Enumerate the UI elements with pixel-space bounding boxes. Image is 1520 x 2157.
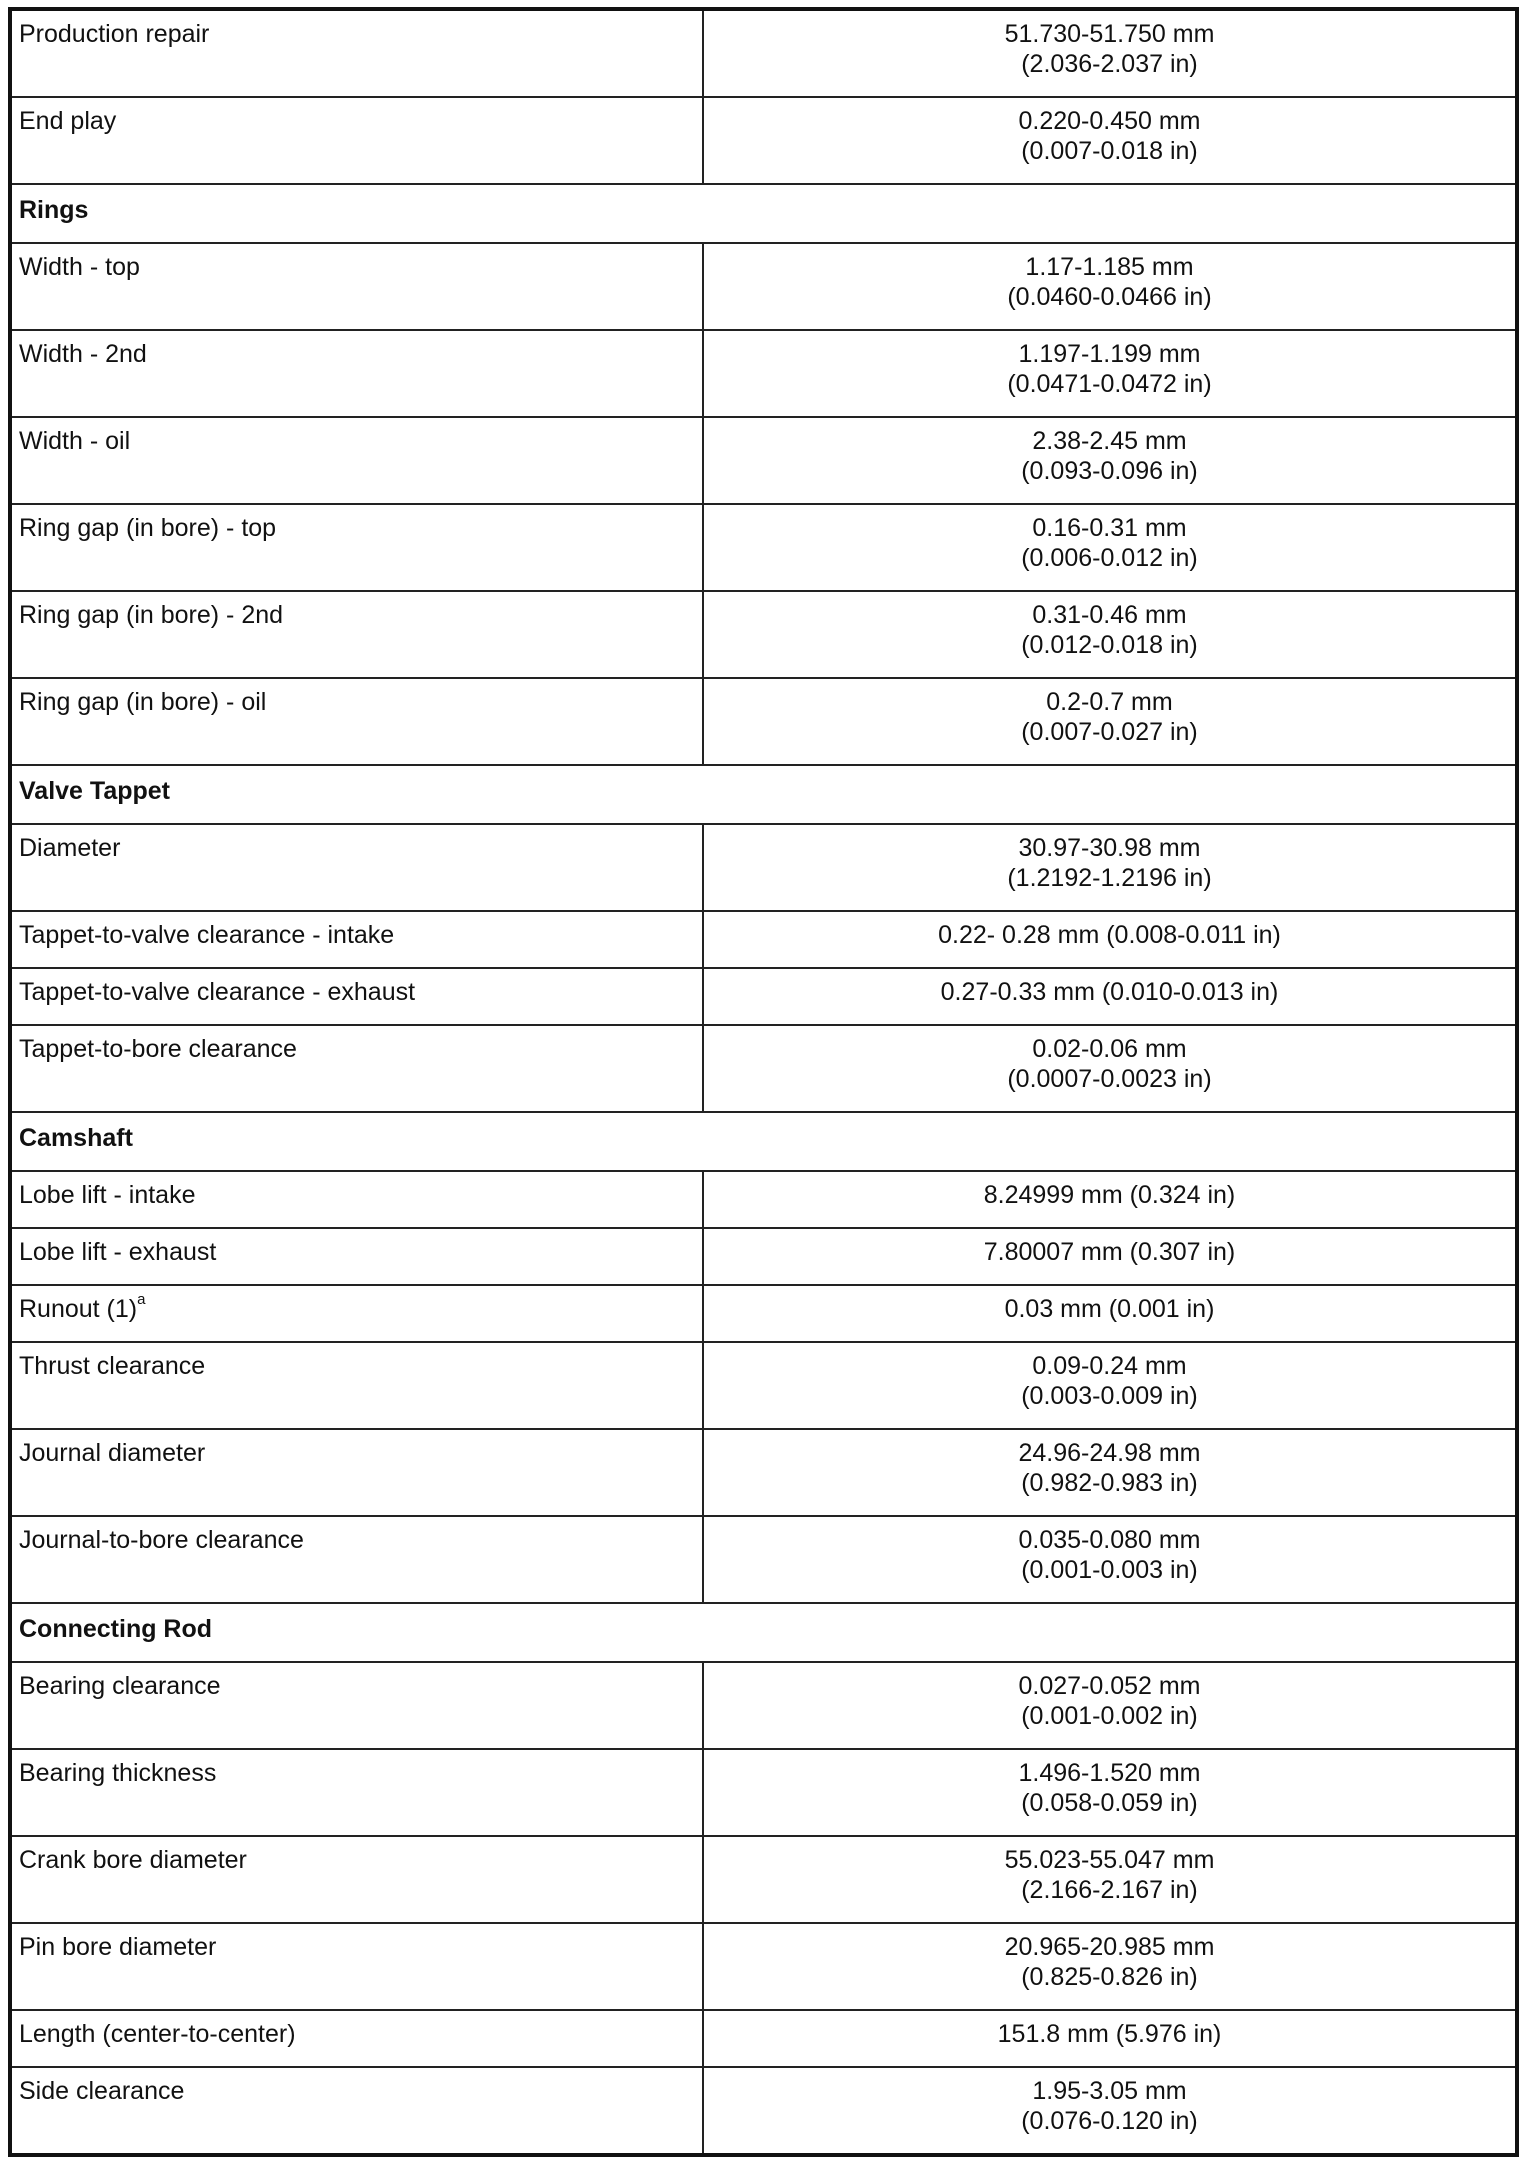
spec-value-cell xyxy=(703,97,1517,184)
spec-row xyxy=(10,1516,1517,1603)
spec-value-imperial: (0.006-0.012 in) xyxy=(1021,544,1198,572)
engine-spec-table xyxy=(8,7,1519,2157)
spec-row xyxy=(10,2010,1517,2067)
spec-row xyxy=(10,1025,1517,1112)
spec-row xyxy=(10,1923,1517,2010)
spec-value-cell xyxy=(703,1516,1517,1603)
spec-row xyxy=(10,1836,1517,1923)
spec-value-imperial: (2.036-2.037 in) xyxy=(1021,50,1198,78)
spec-label: Tappet-to-bore clearance xyxy=(19,1035,297,1063)
spec-value-cell xyxy=(703,678,1517,765)
spec-row xyxy=(10,911,1517,968)
spec-row xyxy=(10,968,1517,1025)
spec-value-cell xyxy=(703,2010,1517,2067)
spec-value-metric: 1.17-1.185 mm xyxy=(1025,253,1194,281)
spec-label: Thrust clearance xyxy=(19,1352,206,1380)
spec-value-imperial: (0.0471-0.0472 in) xyxy=(1007,370,1212,398)
spec-value-imperial: (0.0007-0.0023 in) xyxy=(1007,1065,1212,1093)
spec-label-cell xyxy=(10,1923,703,2010)
spec-value-cell xyxy=(703,1429,1517,1516)
spec-label-cell xyxy=(10,2010,703,2067)
spec-value-cell xyxy=(703,2067,1517,2155)
spec-label: Width - 2nd xyxy=(19,340,147,368)
spec-row xyxy=(10,1749,1517,1836)
spec-table-body xyxy=(10,9,1517,2155)
spec-label: Bearing clearance xyxy=(19,1672,221,1700)
spec-value-cell xyxy=(703,1025,1517,1112)
spec-label: Lobe lift - exhaust xyxy=(19,1238,217,1266)
section-header-row xyxy=(10,184,1517,243)
spec-value: 7.80007 mm (0.307 in) xyxy=(983,1238,1236,1266)
section-title: Rings xyxy=(10,184,1517,243)
spec-label: Journal-to-bore clearance xyxy=(19,1526,304,1554)
spec-label: End play xyxy=(19,107,117,135)
spec-row xyxy=(10,97,1517,184)
section-header-row xyxy=(10,1603,1517,1662)
spec-label-cell xyxy=(10,9,703,97)
spec-value-metric: 55.023-55.047 mm xyxy=(1004,1846,1215,1874)
section-header-row xyxy=(10,1112,1517,1171)
spec-value: 0.03 mm (0.001 in) xyxy=(1004,1295,1215,1323)
spec-row xyxy=(10,1429,1517,1516)
spec-value-cell xyxy=(703,968,1517,1025)
spec-label: Runout (1) xyxy=(19,1295,138,1323)
spec-row xyxy=(10,243,1517,330)
spec-row xyxy=(10,330,1517,417)
spec-value-imperial: (0.007-0.027 in) xyxy=(1021,718,1198,746)
spec-label: Width - oil xyxy=(19,427,131,455)
spec-label-cell xyxy=(10,678,703,765)
spec-label-cell xyxy=(10,1836,703,1923)
footnote-marker: a xyxy=(137,1290,146,1308)
spec-value-cell xyxy=(703,1662,1517,1749)
spec-value: 0.27-0.33 mm (0.010-0.013 in) xyxy=(940,978,1279,1006)
spec-label-cell xyxy=(10,1662,703,1749)
spec-value-imperial: (0.076-0.120 in) xyxy=(1021,2107,1198,2135)
spec-label-cell xyxy=(10,1342,703,1429)
spec-label: Ring gap (in bore) - oil xyxy=(19,688,267,716)
spec-value-cell xyxy=(703,591,1517,678)
spec-label-cell xyxy=(10,97,703,184)
spec-label-cell xyxy=(10,2067,703,2155)
spec-value-metric: 20.965-20.985 mm xyxy=(1004,1933,1215,1961)
spec-label-cell xyxy=(10,1285,703,1342)
spec-value-metric: 0.31-0.46 mm xyxy=(1032,601,1187,629)
spec-label-cell xyxy=(10,1749,703,1836)
spec-value-cell xyxy=(703,1923,1517,2010)
section-title: Camshaft xyxy=(10,1112,1517,1171)
spec-row xyxy=(10,504,1517,591)
spec-value-cell xyxy=(703,1285,1517,1342)
spec-label: Lobe lift - intake xyxy=(19,1181,196,1209)
spec-row xyxy=(10,9,1517,97)
spec-value-imperial: (0.0460-0.0466 in) xyxy=(1007,283,1212,311)
spec-value-cell xyxy=(703,243,1517,330)
spec-value: 8.24999 mm (0.324 in) xyxy=(983,1181,1236,1209)
spec-value-cell xyxy=(703,911,1517,968)
spec-label-cell xyxy=(10,243,703,330)
spec-value-imperial: (0.825-0.826 in) xyxy=(1021,1963,1198,1991)
spec-value-metric: 0.02-0.06 mm xyxy=(1032,1035,1187,1063)
spec-value-cell xyxy=(703,1171,1517,1228)
spec-label: Bearing thickness xyxy=(19,1759,217,1787)
spec-value: 0.22- 0.28 mm (0.008-0.011 in) xyxy=(938,921,1281,949)
spec-label-cell xyxy=(10,330,703,417)
spec-label: Crank bore diameter xyxy=(19,1846,247,1874)
spec-row xyxy=(10,1662,1517,1749)
spec-value-imperial: (0.001-0.003 in) xyxy=(1021,1556,1198,1584)
spec-label: Tappet-to-valve clearance - exhaust xyxy=(19,978,416,1006)
spec-value-metric: 0.027-0.052 mm xyxy=(1018,1672,1201,1700)
spec-value-imperial: (0.058-0.059 in) xyxy=(1021,1789,1198,1817)
spec-value-cell xyxy=(703,1836,1517,1923)
spec-label-cell xyxy=(10,504,703,591)
spec-value-metric: 2.38-2.45 mm xyxy=(1032,427,1187,455)
spec-label: Ring gap (in bore) - 2nd xyxy=(19,601,284,629)
spec-label: Pin bore diameter xyxy=(19,1933,217,1961)
spec-value-metric: 1.197-1.199 mm xyxy=(1018,340,1201,368)
spec-row xyxy=(10,1342,1517,1429)
section-title: Valve Tappet xyxy=(10,765,1517,824)
spec-label-cell xyxy=(10,1429,703,1516)
spec-label: Side clearance xyxy=(19,2077,185,2105)
spec-value-cell xyxy=(703,417,1517,504)
spec-label-cell xyxy=(10,591,703,678)
spec-label-cell xyxy=(10,1171,703,1228)
spec-value-cell xyxy=(703,504,1517,591)
spec-row xyxy=(10,591,1517,678)
spec-label-cell xyxy=(10,417,703,504)
spec-value-imperial: (0.093-0.096 in) xyxy=(1021,457,1198,485)
spec-label-cell xyxy=(10,1025,703,1112)
spec-label-cell xyxy=(10,1228,703,1285)
spec-value-imperial: (0.001-0.002 in) xyxy=(1021,1702,1198,1730)
spec-row xyxy=(10,1285,1517,1342)
spec-row xyxy=(10,2067,1517,2155)
spec-value: 151.8 mm (5.976 in) xyxy=(997,2020,1222,2048)
spec-label: Diameter xyxy=(19,834,121,862)
spec-row xyxy=(10,1171,1517,1228)
spec-row xyxy=(10,678,1517,765)
section-header-row xyxy=(10,765,1517,824)
spec-label-cell xyxy=(10,824,703,911)
spec-value-cell xyxy=(703,330,1517,417)
spec-value-metric: 1.95-3.05 mm xyxy=(1032,2077,1187,2105)
spec-value-imperial: (1.2192-1.2196 in) xyxy=(1007,864,1212,892)
spec-label: Journal diameter xyxy=(19,1439,206,1467)
spec-label: Width - top xyxy=(19,253,140,281)
spec-row xyxy=(10,417,1517,504)
spec-label: Ring gap (in bore) - top xyxy=(19,514,277,542)
spec-label-cell xyxy=(10,911,703,968)
spec-value-metric: 0.2-0.7 mm xyxy=(1046,688,1173,716)
spec-value-metric: 0.16-0.31 mm xyxy=(1032,514,1187,542)
spec-value-cell xyxy=(703,9,1517,97)
spec-value-cell xyxy=(703,1749,1517,1836)
spec-value-imperial: (0.007-0.018 in) xyxy=(1021,137,1198,165)
spec-value-imperial: (0.012-0.018 in) xyxy=(1021,631,1198,659)
spec-value-cell xyxy=(703,824,1517,911)
spec-value-metric: 51.730-51.750 mm xyxy=(1004,20,1215,48)
spec-label: Length (center-to-center) xyxy=(19,2020,296,2048)
spec-label: Tappet-to-valve clearance - intake xyxy=(19,921,395,949)
spec-value-imperial: (0.982-0.983 in) xyxy=(1021,1469,1198,1497)
spec-value-metric: 0.035-0.080 mm xyxy=(1018,1526,1201,1554)
spec-value-metric: 30.97-30.98 mm xyxy=(1018,834,1201,862)
spec-value-metric: 0.09-0.24 mm xyxy=(1032,1352,1187,1380)
spec-value-metric: 0.220-0.450 mm xyxy=(1018,107,1201,135)
spec-value-metric: 24.96-24.98 mm xyxy=(1018,1439,1201,1467)
spec-label-cell xyxy=(10,968,703,1025)
spec-label: Production repair xyxy=(19,20,210,48)
spec-value-imperial: (2.166-2.167 in) xyxy=(1021,1876,1198,1904)
spec-row xyxy=(10,824,1517,911)
spec-label-cell xyxy=(10,1516,703,1603)
spec-value-imperial: (0.003-0.009 in) xyxy=(1021,1382,1198,1410)
spec-value-cell xyxy=(703,1228,1517,1285)
spec-value-metric: 1.496-1.520 mm xyxy=(1018,1759,1201,1787)
section-title: Connecting Rod xyxy=(10,1603,1517,1662)
spec-row xyxy=(10,1228,1517,1285)
spec-value-cell xyxy=(703,1342,1517,1429)
